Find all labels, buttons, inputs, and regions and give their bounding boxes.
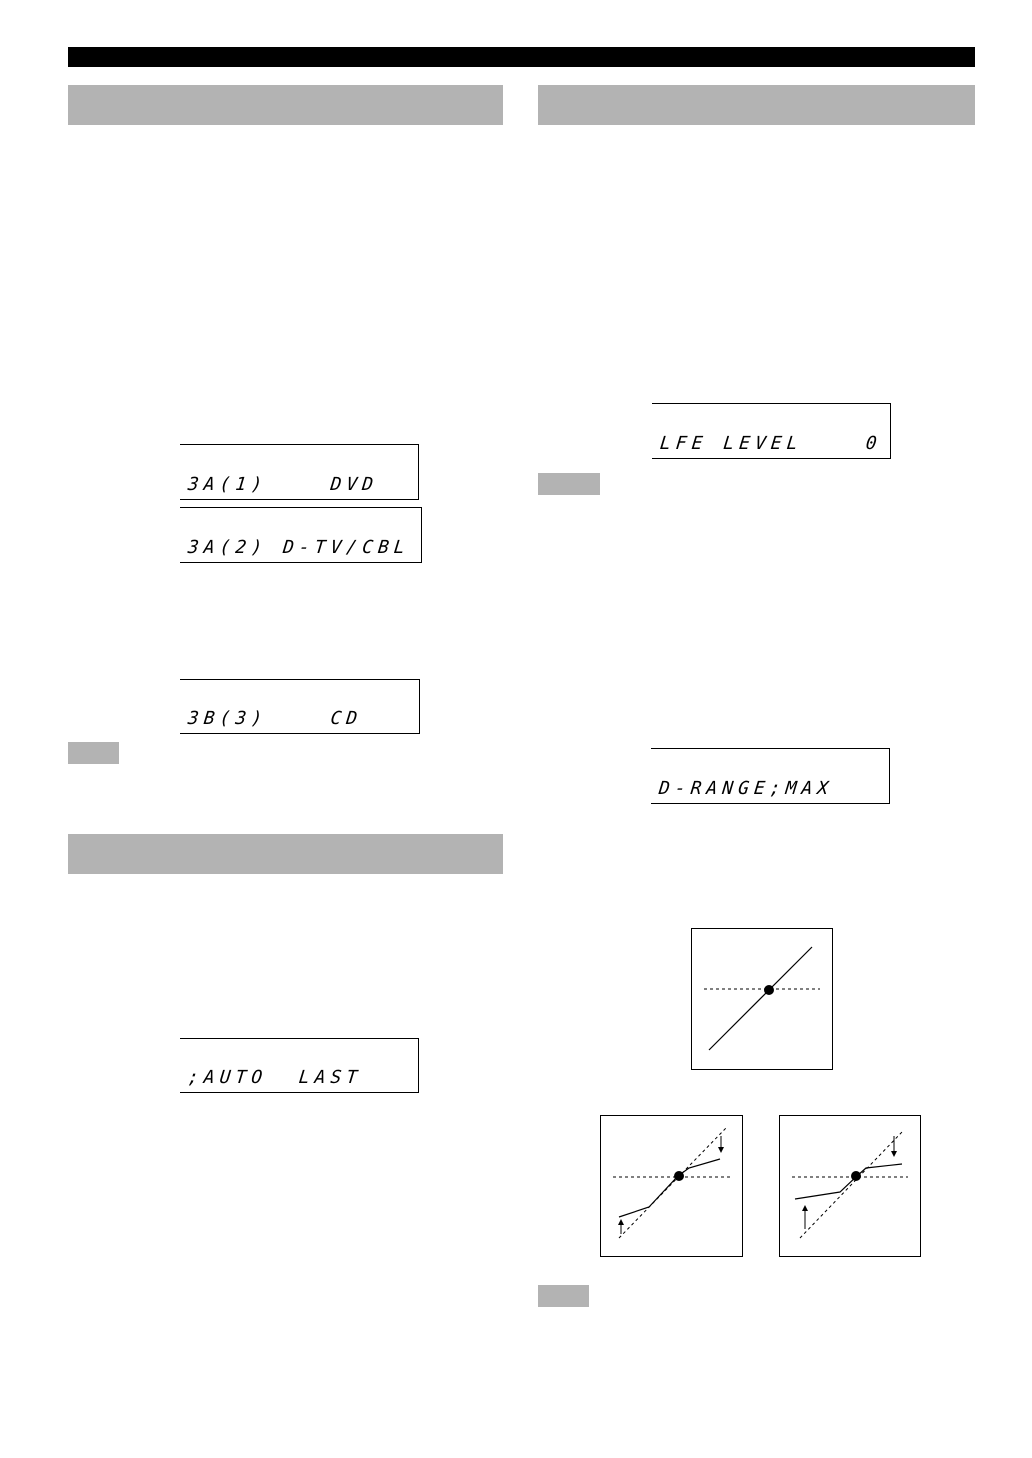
- linear-dashed-line: [800, 1132, 902, 1238]
- graph-min: [779, 1115, 921, 1257]
- up-arrow-head: [618, 1219, 624, 1225]
- note-tab-left: [68, 742, 119, 764]
- down-arrow-head: [718, 1147, 724, 1153]
- lcd-display-lfe-level: [652, 403, 891, 459]
- center-point: [764, 985, 774, 995]
- lcd-display-auto-last: [180, 1038, 419, 1093]
- section-header-left-2: [68, 834, 503, 874]
- lcd-text: ;AUTO LAST: [186, 1067, 364, 1088]
- lcd-text: 3B(3) CD: [186, 708, 364, 729]
- lcd-text: D-RANGE;MAX: [657, 778, 835, 799]
- lcd-display-d-range: [651, 748, 890, 804]
- lcd-display-dvd: [180, 444, 419, 500]
- section-header-right-1: [538, 85, 975, 125]
- graph-std-svg: [601, 1116, 742, 1256]
- compressed-line: [795, 1164, 902, 1199]
- compressed-line: [619, 1159, 720, 1217]
- center-point: [674, 1171, 684, 1181]
- down-arrow-head: [891, 1151, 897, 1157]
- graph-min-svg: [780, 1116, 920, 1256]
- lcd-text: 3A(2) D-TV/CBL: [186, 537, 411, 558]
- up-arrow-head: [802, 1205, 808, 1211]
- linear-dashed-line: [619, 1128, 726, 1238]
- lcd-text: LFE LEVEL 0: [658, 433, 883, 454]
- graph-linear-max: [691, 928, 833, 1070]
- response-line: [709, 947, 812, 1050]
- center-point: [851, 1171, 861, 1181]
- lcd-display-dtv-cbl: [180, 507, 422, 563]
- lcd-text: 3A(1) DVD: [186, 474, 380, 495]
- graph-linear-svg: [692, 929, 832, 1069]
- section-header-left-1: [68, 85, 503, 125]
- note-tab-right-1: [538, 473, 600, 495]
- graph-std: [600, 1115, 743, 1257]
- note-tab-right-2: [538, 1285, 589, 1307]
- lcd-display-cd: [180, 679, 420, 734]
- header-rule: [68, 47, 975, 67]
